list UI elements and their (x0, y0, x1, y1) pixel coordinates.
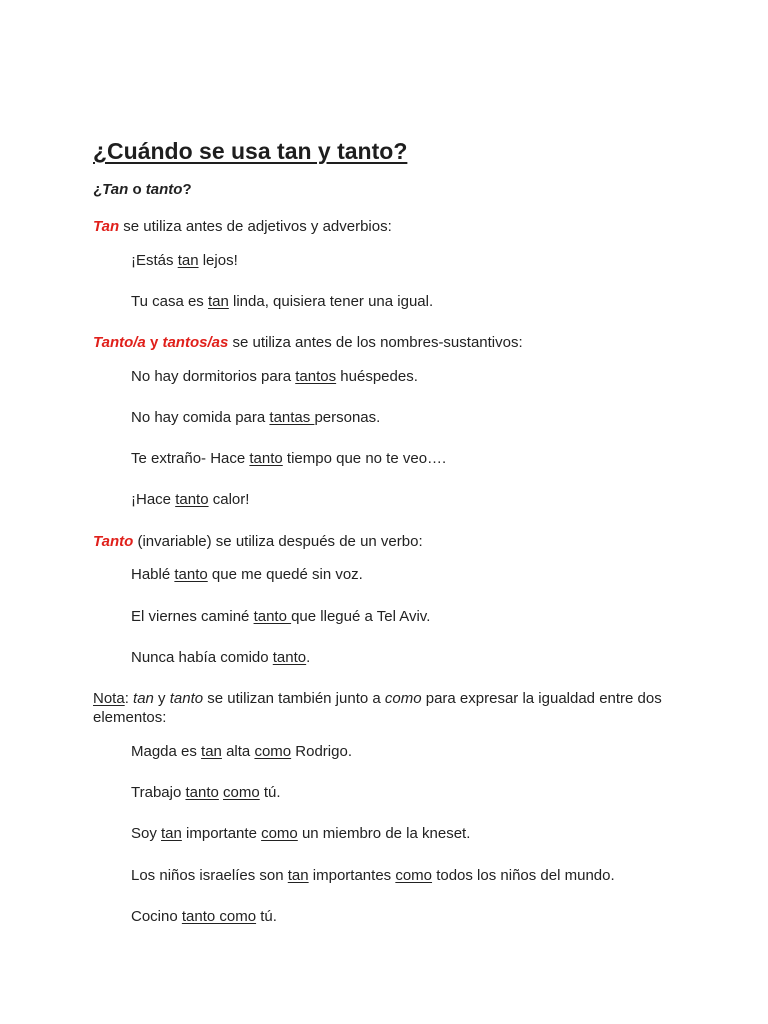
example-text: Cocino (131, 908, 182, 925)
example-text: que llegué a Tel Aviv. (291, 608, 431, 625)
note-colon: : (124, 690, 134, 707)
example-underlined: tan (287, 867, 309, 884)
section2-keyword-1: Tanto/a (93, 334, 146, 351)
subtitle-close: ? (182, 181, 192, 198)
subtitle-tan: Tan (102, 181, 129, 198)
example-line (131, 907, 277, 926)
section3-keyword: Tanto (93, 533, 134, 550)
example-underlined: como (223, 784, 260, 801)
example-line (131, 824, 470, 843)
example-underlined: como (395, 867, 433, 884)
example-text: Los niños israelíes son (131, 867, 288, 884)
note-paragraph (93, 689, 673, 727)
example-underlined: tanto (185, 784, 219, 801)
example-text: que me quedé sin voz. (207, 566, 363, 583)
example-text: tiempo que no te veo…. (282, 450, 447, 467)
example-text: linda, quisiera tener una igual. (228, 293, 434, 310)
example-line (131, 292, 433, 311)
example-underlined: tan (177, 252, 199, 269)
example-text: ¡Hace (131, 491, 176, 508)
example-text: El viernes caminé (131, 608, 254, 625)
subtitle-o: o (128, 181, 146, 198)
example-text: Nunca había comido (131, 649, 273, 666)
example-text: Te extraño- Hace (131, 450, 250, 467)
example-line (131, 742, 352, 761)
example-text: ¡Estás (131, 252, 178, 269)
example-underlined: tan (207, 293, 229, 310)
note-como: como (384, 690, 422, 707)
note-label: Nota (93, 690, 125, 707)
note-mid: se utilizan también junto a (203, 690, 385, 707)
section3-rule: (invariable) se utiliza después de un verbo: (133, 533, 423, 550)
example-line (131, 783, 281, 802)
example-underlined: tantas (269, 409, 315, 426)
example-underlined: como (261, 825, 298, 842)
example-underlined: tanto (249, 450, 283, 467)
example-line (131, 408, 380, 427)
note-end: para expresar la igualdad entre dos elementos: (93, 690, 662, 726)
section1-keyword: Tan (93, 218, 120, 235)
example-line (131, 607, 430, 626)
example-text: . (306, 649, 311, 666)
note-tanto: tanto (169, 690, 204, 707)
example-underlined: tantos (295, 368, 337, 385)
example-text: Hablé (131, 566, 175, 583)
example-text: alta (221, 743, 255, 760)
example-line (131, 866, 615, 885)
note-tan: tan (133, 690, 154, 707)
example-line (131, 565, 363, 584)
section2-keyword-2: tantos/as (162, 334, 229, 351)
example-underlined: tanto (174, 566, 208, 583)
example-text: Magda es (131, 743, 202, 760)
example-text: importantes (308, 867, 396, 884)
example-underlined: tanto (175, 491, 209, 508)
example-line (131, 367, 418, 386)
example-text: Tu casa es (131, 293, 208, 310)
example-line (131, 648, 310, 667)
example-text: un miembro de la kneset. (297, 825, 471, 842)
example-underlined: tanto como (181, 908, 257, 925)
example-underlined: tan (201, 743, 222, 760)
section3-heading (93, 532, 423, 551)
section2-y: y (145, 334, 163, 351)
example-text: lejos! (198, 252, 238, 269)
example-line (131, 449, 446, 468)
example-text: personas. (314, 409, 381, 426)
example-text: No hay dormitorios para (131, 368, 296, 385)
example-underlined: tanto (253, 608, 292, 625)
subtitle-open: ¿ (93, 181, 103, 198)
example-text: importante (181, 825, 262, 842)
example-text: Soy (131, 825, 162, 842)
example-text: Trabajo (131, 784, 186, 801)
example-line (131, 490, 249, 509)
example-text: todos los niños del mundo. (432, 867, 615, 884)
example-text: calor! (208, 491, 250, 508)
example-text: Rodrigo. (291, 743, 352, 760)
section1-rule: se utiliza antes de adjetivos y adverbios: (119, 218, 392, 235)
subtitle-tanto: tanto (145, 181, 183, 198)
example-line (131, 251, 238, 270)
subtitle (93, 181, 192, 198)
section1-heading (93, 217, 392, 236)
example-text: tú. (256, 908, 277, 925)
example-underlined: como (254, 743, 292, 760)
example-text: No hay comida para (131, 409, 270, 426)
page-title: ¿Cuándo se usa tan y tanto? (93, 138, 408, 164)
note-y: y (153, 690, 170, 707)
section2-heading (93, 333, 523, 352)
section2-rule: se utiliza antes de los nombres-sustantivos: (228, 334, 523, 351)
example-text: huéspedes. (336, 368, 418, 385)
example-underlined: tanto (272, 649, 307, 666)
example-underlined: tan (161, 825, 182, 842)
example-text: tú. (259, 784, 281, 801)
